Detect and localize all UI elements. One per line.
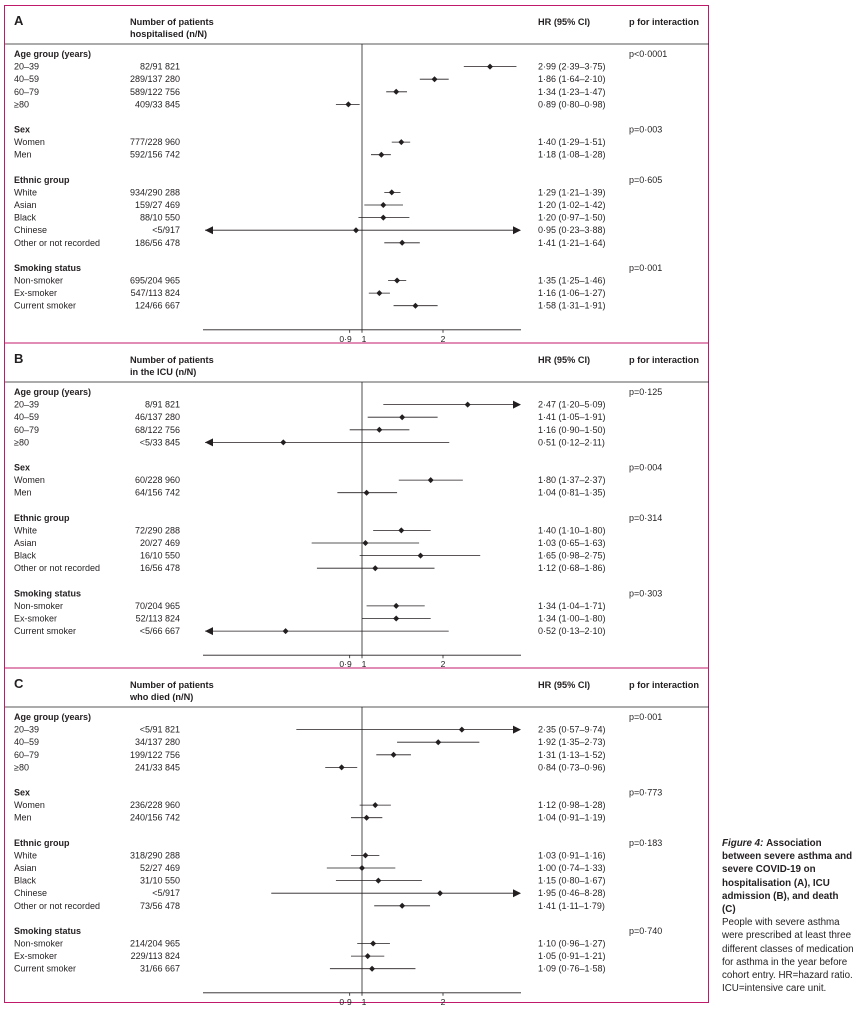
panel-a-row-n: 695/204 965: [129, 275, 180, 286]
panel-c-hr-point: [459, 727, 465, 733]
panel-b-p-value: p=0·004: [629, 462, 663, 473]
panel-b-row-ci: 1·16 (0·90–1·50): [538, 424, 606, 435]
panel-c-n-header-line2: who died (n/N): [130, 692, 194, 702]
panel-c-group-title: Ethnic group: [14, 837, 70, 848]
panel-b-row-n: 64/156 742: [134, 487, 180, 498]
panel-a-row-n: 777/228 960: [129, 137, 180, 148]
panel-a-hr-point: [394, 278, 400, 284]
panel-b-row-label: Ex-smoker: [14, 613, 58, 624]
panel-b-hr-point: [283, 628, 289, 634]
panel-a-row-ci: 1·34 (1·23–1·47): [538, 86, 606, 97]
panel-a-row-n: 159/27 469: [134, 200, 180, 210]
panel-c-row-label: Other or not recorded: [14, 900, 101, 911]
panel-c-row-ci: 1·00 (0·74–1·33): [538, 863, 606, 873]
panel-a-row-ci: 1·86 (1·64–2·10): [538, 74, 606, 85]
panel-c-hr-header: HR (95% CI): [538, 680, 591, 690]
panel-c-hr-point: [435, 739, 441, 745]
panel-c-row-label: 20–39: [14, 724, 40, 735]
panel-c-row-label: Chinese: [14, 888, 48, 899]
figure-caption: [722, 837, 854, 995]
panel-a-hr-header: HR (95% CI): [538, 17, 591, 27]
panel-b-p-value: p=0·125: [629, 387, 663, 397]
panel-c-row-n: 318/290 288: [129, 850, 180, 861]
panel-c-row-label: ≥80: [14, 762, 29, 773]
panel-c-hr-point: [391, 752, 397, 758]
panel-b-x-tick-label: 2: [440, 659, 446, 670]
panel-c-row-n: 52/27 469: [139, 863, 180, 873]
panel-a-row-n: 124/66 667: [134, 300, 180, 311]
panel-a-row-label: 20–39: [14, 61, 40, 72]
panel-a-hr-point: [487, 64, 493, 70]
panel-a-hr-point: [412, 303, 418, 309]
panel-c-group-title: Age group (years): [14, 712, 92, 722]
panel-b-row-ci: 1·41 (1·05–1·91): [538, 412, 606, 423]
panel-c-ci-arrow-right: [513, 889, 521, 897]
panel-c-letter: C: [14, 676, 24, 691]
panel-c-p-header: p for interaction: [629, 680, 699, 690]
panel-c-x-tick-label: 2: [440, 996, 446, 1007]
panel-c-row-label: Asian: [14, 863, 37, 873]
panel-b-row-label: 40–59: [14, 412, 40, 423]
panel-a-hr-point: [380, 215, 386, 221]
panel-c-ci-arrow-right: [513, 726, 521, 734]
panel-b-row-label: 60–79: [14, 424, 40, 435]
panel-b-hr-header: HR (95% CI): [538, 355, 591, 365]
panel-a-row-n: 409/33 845: [134, 99, 180, 110]
panel-a-row-ci: 1·58 (1·31–1·91): [538, 300, 606, 311]
panel-b-p-value: p=0·314: [629, 512, 663, 523]
panel-a-row-label: Men: [14, 149, 32, 160]
panel-c-row-label: 60–79: [14, 749, 40, 760]
panel-b-row-n: 8/91 821: [144, 399, 180, 410]
panel-b-row-ci: 1·12 (0·68–1·86): [538, 563, 606, 574]
panel-c-row-ci: 2·35 (0·57–9·74): [538, 724, 606, 735]
panel-a-row-ci: 1·18 (1·08–1·28): [538, 149, 606, 160]
panel-a-row-ci: 1·40 (1·29–1·51): [538, 137, 606, 148]
panel-b-row-ci: 1·80 (1·37–2·37): [538, 475, 606, 486]
panel-b-row-ci: 1·65 (0·98–2·75): [538, 550, 606, 561]
panel-c-hr-point: [399, 903, 405, 909]
panel-c-hr-point: [339, 764, 345, 770]
panel-b-n-header-line2: in the ICU (n/N): [130, 367, 197, 377]
panel-c-hr-point: [362, 852, 368, 858]
panel-a-row-label: Women: [14, 137, 45, 148]
caption-label: Figure 4:: [722, 838, 764, 849]
panel-b-row-n: <5/66 667: [139, 626, 180, 637]
panel-c-row-label: Men: [14, 812, 32, 823]
panel-c-row-n: 34/137 280: [134, 737, 180, 748]
panel-a-p-header: p for interaction: [629, 17, 699, 27]
panel-b-row-label: Men: [14, 487, 32, 498]
panel-c-row-label: White: [14, 850, 38, 861]
panel-c-row-label: Black: [14, 875, 37, 886]
panel-a-p-value: p=0·001: [629, 262, 663, 273]
panel-b-hr-point: [465, 402, 471, 408]
panel-c-row-label: Ex-smoker: [14, 951, 58, 962]
panel-b-row-label: ≥80: [14, 437, 29, 448]
panel-c-row-label: Current smoker: [14, 963, 77, 974]
panel-b-row-ci: 1·34 (1·00–1·80): [538, 613, 606, 624]
panel-b-row-ci: 0·52 (0·13–2·10): [538, 626, 606, 637]
panel-a-row-label: Chinese: [14, 225, 48, 236]
panel-a-row-ci: 1·16 (1·06–1·27): [538, 288, 606, 299]
panel-c-row-ci: 1·10 (0·96–1·27): [538, 938, 606, 949]
panel-c-row-n: 214/204 965: [129, 938, 180, 949]
panel-a-hr-point: [345, 101, 351, 107]
panel-b-row-ci: 0·51 (0·12–2·11): [538, 437, 605, 448]
panel-b-row-label: Other or not recorded: [14, 563, 101, 574]
panel-a-group-title: Smoking status: [14, 262, 82, 273]
panel-c-hr-point: [375, 878, 381, 884]
panel-a-hr-point: [399, 240, 405, 246]
panel-b-row-label: Women: [14, 475, 45, 486]
panel-a-row-ci: 1·29 (1·21–1·39): [538, 187, 606, 198]
panel-a-row-ci: 1·20 (0·97–1·50): [538, 212, 606, 223]
panel-a-row-label: Black: [14, 212, 37, 223]
panel-a-row-label: Non-smoker: [14, 275, 64, 286]
panel-b-row-n: 60/228 960: [134, 475, 180, 486]
panel-a-row-n: 547/113 824: [130, 288, 180, 299]
panel-a-row-ci: 1·41 (1·21–1·64): [538, 237, 606, 248]
panel-b-ci-arrow-right: [513, 401, 521, 409]
panel-c-row-ci: 1·09 (0·76–1·58): [538, 963, 606, 974]
panel-c-hr-point: [372, 802, 378, 808]
panel-a-row-label: 60–79: [14, 86, 40, 97]
panel-a-row-n: 186/56 478: [134, 237, 180, 248]
panel-b-x-tick-label: 1: [361, 659, 367, 670]
panel-a-row-ci: 2·99 (2·39–3·75): [538, 61, 606, 72]
panel-c-row-n: 31/66 667: [139, 963, 180, 974]
panel-c-row-ci: 1·03 (0·91–1·16): [538, 850, 606, 861]
panel-b-group-title: Age group (years): [14, 387, 92, 397]
panel-b-row-label: Black: [14, 550, 37, 561]
panel-c-row-n: <5/917: [152, 888, 180, 899]
caption-title: Association between severe asthma and severe COVID-19 on hospitalisation (A), ICU admission (B), and death (C): [722, 838, 853, 916]
panel-c-row-n: 240/156 742: [129, 812, 180, 823]
panel-a-row-label: White: [14, 187, 38, 198]
panel-a-n-header-line2: hospitalised (n/N): [130, 29, 208, 39]
panel-a-letter: A: [14, 13, 24, 28]
panel-b-row-n: 16/10 550: [139, 550, 180, 561]
panel-b-row-n: 46/137 280: [134, 412, 180, 423]
panel-b-hr-point: [372, 565, 378, 571]
panel-b-group-title: Ethnic group: [14, 512, 70, 523]
panel-c-row-n: 73/56 478: [139, 900, 180, 911]
panel-c-x-tick-label: 1: [361, 996, 367, 1007]
caption-body: People with severe asthma were prescribed at least three different classes of medication for asthma in the year before cohort entry. HR=hazard ratio. ICU=intensive care unit.: [722, 917, 854, 995]
panel-b-row-ci: 2·47 (1·20–5·09): [538, 399, 606, 410]
panel-b-n-header-line1: Number of patients: [130, 355, 214, 365]
panel-c-row-label: Non-smoker: [14, 938, 64, 949]
panel-c-p-value: p=0·001: [629, 712, 663, 722]
panel-a-hr-point: [393, 89, 399, 95]
panel-b-letter: B: [14, 351, 24, 366]
panel-c-row-ci: 1·31 (1·13–1·52): [538, 749, 606, 760]
panel-a-row-n: 934/290 288: [129, 187, 180, 198]
panel-c-hr-point: [369, 966, 375, 972]
panel-b-hr-point: [364, 490, 370, 496]
panel-b-row-ci: 1·34 (1·04–1·71): [538, 600, 606, 611]
panel-c-row-ci: 0·84 (0·73–0·96): [538, 762, 606, 773]
panel-a-hr-point: [378, 152, 384, 158]
panel-b-row-n: 72/290 288: [134, 525, 180, 536]
panel-c-row-ci: 1·95 (0·46–8·28): [538, 888, 606, 899]
panel-a-row-ci: 0·89 (0·80–0·98): [538, 99, 606, 110]
panel-c-p-value: p=0·773: [629, 787, 663, 798]
panel-a-hr-point: [376, 290, 382, 296]
panel-a-row-label: Current smoker: [14, 300, 77, 311]
panel-a-row-label: Other or not recorded: [14, 237, 101, 248]
panel-c-row-ci: 1·92 (1·35–2·73): [538, 737, 606, 748]
panel-b-row-label: Current smoker: [14, 626, 77, 637]
panel-a-row-label: 40–59: [14, 74, 40, 85]
panel-a-row-ci: 1·20 (1·02–1·42): [538, 200, 606, 210]
panel-a-group-title: Age group (years): [14, 49, 92, 59]
panel-a-hr-point: [398, 139, 404, 145]
panel-c-row-ci: 1·04 (0·91–1·19): [538, 812, 606, 823]
panel-c-p-value: p=0·740: [629, 925, 663, 936]
panel-b-row-n: 68/122 756: [134, 424, 180, 435]
panel-a-group-title: Sex: [14, 124, 31, 135]
panel-a-ci-arrow-left: [205, 226, 213, 234]
panel-c-hr-point: [365, 953, 371, 959]
panel-a-hr-point: [389, 189, 395, 195]
panel-b-hr-point: [393, 616, 399, 622]
panel-b-hr-point: [428, 477, 434, 483]
panel-b-row-label: Asian: [14, 538, 37, 548]
panel-c-n-header-line1: Number of patients: [130, 680, 214, 690]
panel-b-ci-arrow-left: [205, 438, 213, 446]
panel-a-row-label: Ex-smoker: [14, 288, 58, 299]
panel-a-x-tick-label: 0·9: [339, 333, 352, 344]
panel-b-hr-point: [418, 553, 424, 559]
panel-a-row-n: 592/156 742: [129, 149, 180, 160]
panel-b-hr-point: [398, 527, 404, 533]
panel-c-row-n: 199/122 756: [129, 749, 180, 760]
panel-b-row-label: 20–39: [14, 399, 40, 410]
panel-a-x-tick-label: 2: [440, 333, 446, 344]
panel-a-row-n: 88/10 550: [139, 212, 180, 223]
panel-a-x-tick-label: 1: [361, 333, 367, 344]
panel-b-row-n: 20/27 469: [139, 538, 180, 548]
panel-c-row-n: 241/33 845: [134, 762, 180, 773]
panel-b-row-n: 16/56 478: [139, 563, 180, 574]
panel-b-row-ci: 1·04 (0·81–1·35): [538, 487, 606, 498]
panel-a-group-title: Ethnic group: [14, 174, 70, 185]
panel-a-n-header-line1: Number of patients: [130, 17, 214, 27]
panel-b-group-title: Smoking status: [14, 588, 82, 599]
panel-a-ci-arrow-right: [513, 226, 521, 234]
panel-a-row-n: 82/91 821: [139, 61, 180, 72]
panel-b-hr-point: [393, 603, 399, 609]
panel-c-row-label: Women: [14, 800, 45, 811]
panel-c-row-ci: 1·15 (0·80–1·67): [538, 875, 606, 886]
panel-c-row-n: 31/10 550: [139, 875, 180, 886]
panel-b-row-n: <5/33 845: [139, 437, 180, 448]
panel-b-ci-arrow-left: [205, 627, 213, 635]
panel-a-row-label: ≥80: [14, 99, 29, 110]
panel-b-hr-point: [399, 414, 405, 420]
panel-b-x-tick-label: 0·9: [339, 659, 352, 670]
panel-b-row-label: Non-smoker: [14, 600, 64, 611]
panel-b-row-ci: 1·40 (1·10–1·80): [538, 525, 606, 536]
panel-b-row-ci: 1·03 (0·65–1·63): [538, 538, 606, 548]
panel-c-row-ci: 1·12 (0·98–1·28): [538, 800, 606, 811]
panel-a-hr-point: [432, 76, 438, 82]
panel-a-row-ci: 0·95 (0·23–3·88): [538, 225, 606, 236]
panel-b-hr-point: [280, 439, 286, 445]
panel-c-row-ci: 1·41 (1·11–1·79): [538, 900, 605, 911]
panel-a-hr-point: [380, 202, 386, 208]
panel-c-p-value: p=0·183: [629, 837, 663, 848]
panel-a-p-value: p=0·003: [629, 124, 663, 135]
panel-b-hr-point: [376, 427, 382, 433]
panel-a-row-n: <5/917: [152, 225, 180, 236]
panel-c-hr-point: [364, 815, 370, 821]
panel-b-row-n: 52/113 824: [135, 613, 180, 624]
panel-b-p-value: p=0·303: [629, 588, 663, 599]
panel-b-hr-point: [362, 540, 368, 546]
panel-c-group-title: Smoking status: [14, 925, 82, 936]
panel-c-group-title: Sex: [14, 787, 31, 798]
panel-a-row-label: Asian: [14, 200, 37, 210]
panel-a-row-n: 289/137 280: [129, 74, 180, 85]
panel-b-p-header: p for interaction: [629, 355, 699, 365]
panel-c-row-label: 40–59: [14, 737, 40, 748]
panel-c-hr-point: [370, 941, 376, 947]
panel-a-p-value: p<0·0001: [629, 49, 668, 59]
panel-b-row-label: White: [14, 525, 38, 536]
panel-c-row-ci: 1·05 (0·91–1·21): [538, 951, 606, 962]
panel-c-hr-point: [437, 890, 443, 896]
panel-c-x-tick-label: 0·9: [339, 996, 352, 1007]
panel-b-row-n: 70/204 965: [134, 600, 180, 611]
panel-c-row-n: <5/91 821: [139, 724, 180, 735]
panel-c-row-n: 236/228 960: [129, 800, 180, 811]
panel-a-row-n: 589/122 756: [129, 86, 180, 97]
panel-b-group-title: Sex: [14, 462, 31, 473]
panel-c-row-n: 229/113 824: [130, 951, 180, 962]
panel-a-p-value: p=0·605: [629, 174, 663, 185]
panel-a-hr-point: [353, 227, 359, 233]
panel-a-row-ci: 1·35 (1·25–1·46): [538, 275, 606, 286]
